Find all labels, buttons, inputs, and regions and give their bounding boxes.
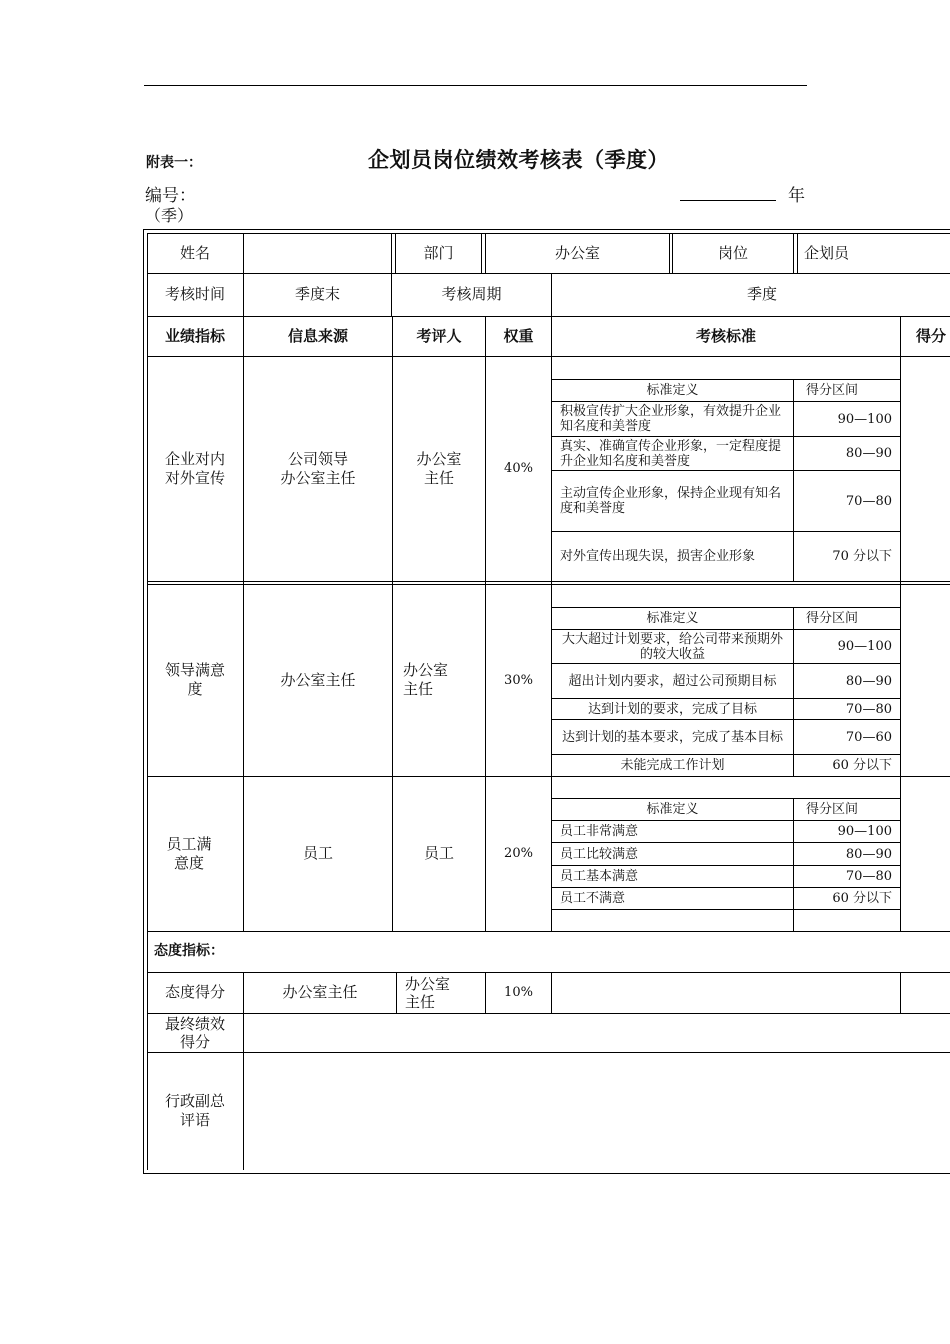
row3-rater: 员工 [423,844,454,862]
row3-std-3: 员工基本满意 [560,869,639,884]
attitude-standard[interactable] [552,972,900,1013]
row3-weight: 20% [504,846,533,861]
row2-indicator: 领导满意 度 [164,661,225,698]
top-rule [144,85,807,86]
attitude-section-label: 态度指标： [154,943,224,959]
row1-source: 公司领导 办公室主任 [280,449,356,487]
attitude-source: 办公室主任 [282,983,358,1001]
row2-std-2: 超出计划内要求，超过公司预期目标 [568,673,777,689]
attitude-label: 态度得分 [164,983,225,1001]
row2-range-2: 80—90 [845,673,892,689]
time-value: 季度末 [294,285,340,303]
row2-source: 办公室主任 [280,670,356,689]
row1-rater: 办公室 主任 [416,449,462,487]
row3-indicator: 员工满 意度 [166,834,212,872]
row1-std-header: 标准定义 [646,383,699,398]
year-label: 年 [788,186,805,206]
row2-rater: 办公室 主任 [403,661,449,698]
row2-std-3: 达到计划的要求，完成了目标 [587,701,757,717]
row1-range-2: 80—90 [845,446,892,461]
dept-label: 部门 [423,243,454,262]
season-label: （季） [145,206,194,225]
row1-std-4: 对外宣传出现失误，损害企业形象 [560,549,756,564]
row2-score[interactable] [901,584,950,776]
col-rater: 考评人 [416,326,462,345]
final-score-field[interactable] [244,1013,950,1052]
row2-std-1: 大大超过计划要求，给公司带来预期外的较大收益 [562,631,784,662]
row2-range-4: 70—60 [845,729,892,745]
page-title: 企划员岗位绩效考核表（季度） [368,148,669,172]
post-value: 企划员 [804,243,850,262]
row3-source: 员工 [302,844,333,862]
annex-label: 附表一： [146,155,202,171]
comment-label: 行政副总 评语 [164,1092,225,1129]
row2-std-5: 未能完成工作计划 [620,758,725,773]
row3-range-4: 60 分以下 [832,891,892,906]
row1-weight: 40% [504,461,533,476]
name-field[interactable] [244,233,391,273]
row3-range-1: 90—100 [837,824,892,839]
comment-field[interactable] [244,1052,950,1170]
row1-range-3: 70—80 [845,493,892,509]
row1-range-header: 得分区间 [805,383,858,398]
attitude-score[interactable] [901,972,950,1013]
col-score: 得分 [915,326,946,345]
row2-range-header: 得分区间 [805,611,858,626]
row3-std-header: 标准定义 [646,802,699,817]
row3-range-2: 80—90 [845,846,892,862]
row3-std-4: 员工不满意 [560,891,626,906]
row1-range-1: 90—100 [837,411,892,427]
col-standard: 考核标准 [695,326,756,345]
row1-range-4: 70 分以下 [832,549,892,564]
row1-std-3: 主动宣传企业形象，保持企业现有知名度和美誉度 [560,486,782,516]
col-indicator: 业绩指标 [164,326,225,345]
time-label: 考核时间 [164,285,225,303]
post-label: 岗位 [717,243,748,262]
row3-range-header: 得分区间 [805,802,858,817]
final-score-label: 最终绩效 得分 [164,1014,225,1051]
row2-range-1: 90—100 [837,639,892,654]
row3-score[interactable] [901,776,950,931]
row2-std-header: 标准定义 [646,611,699,626]
row3-range-3: 70—80 [845,869,892,884]
row2-std-4: 达到计划的基本要求，完成了基本目标 [562,729,784,745]
row2-weight: 30% [504,672,533,688]
row1-std-1: 积极宣传扩大企业形象，有效提升企业知名度和美誉度 [560,404,782,434]
row1-score[interactable] [901,356,950,581]
row2-range-5: 60 分以下 [832,758,892,773]
dept-value: 办公室 [554,243,600,262]
name-label: 姓名 [179,243,210,262]
period-value: 季度 [746,285,777,303]
period-label: 考核周期 [441,285,502,303]
col-weight: 权重 [503,326,534,345]
row1-indicator: 企业对内 对外宣传 [164,449,225,487]
serial-label: 编号： [145,186,196,206]
year-input-line[interactable] [680,200,776,201]
row3-std-1: 员工非常满意 [560,824,639,839]
attitude-rater: 办公室 主任 [405,974,451,1011]
row2-range-3: 70—80 [845,701,892,717]
col-source: 信息来源 [287,326,348,345]
attitude-weight: 10% [504,985,533,1000]
row3-std-2: 员工比较满意 [560,846,639,862]
row1-std-2: 真实、准确宣传企业形象，一定程度提升企业知名度和美誉度 [560,438,782,469]
